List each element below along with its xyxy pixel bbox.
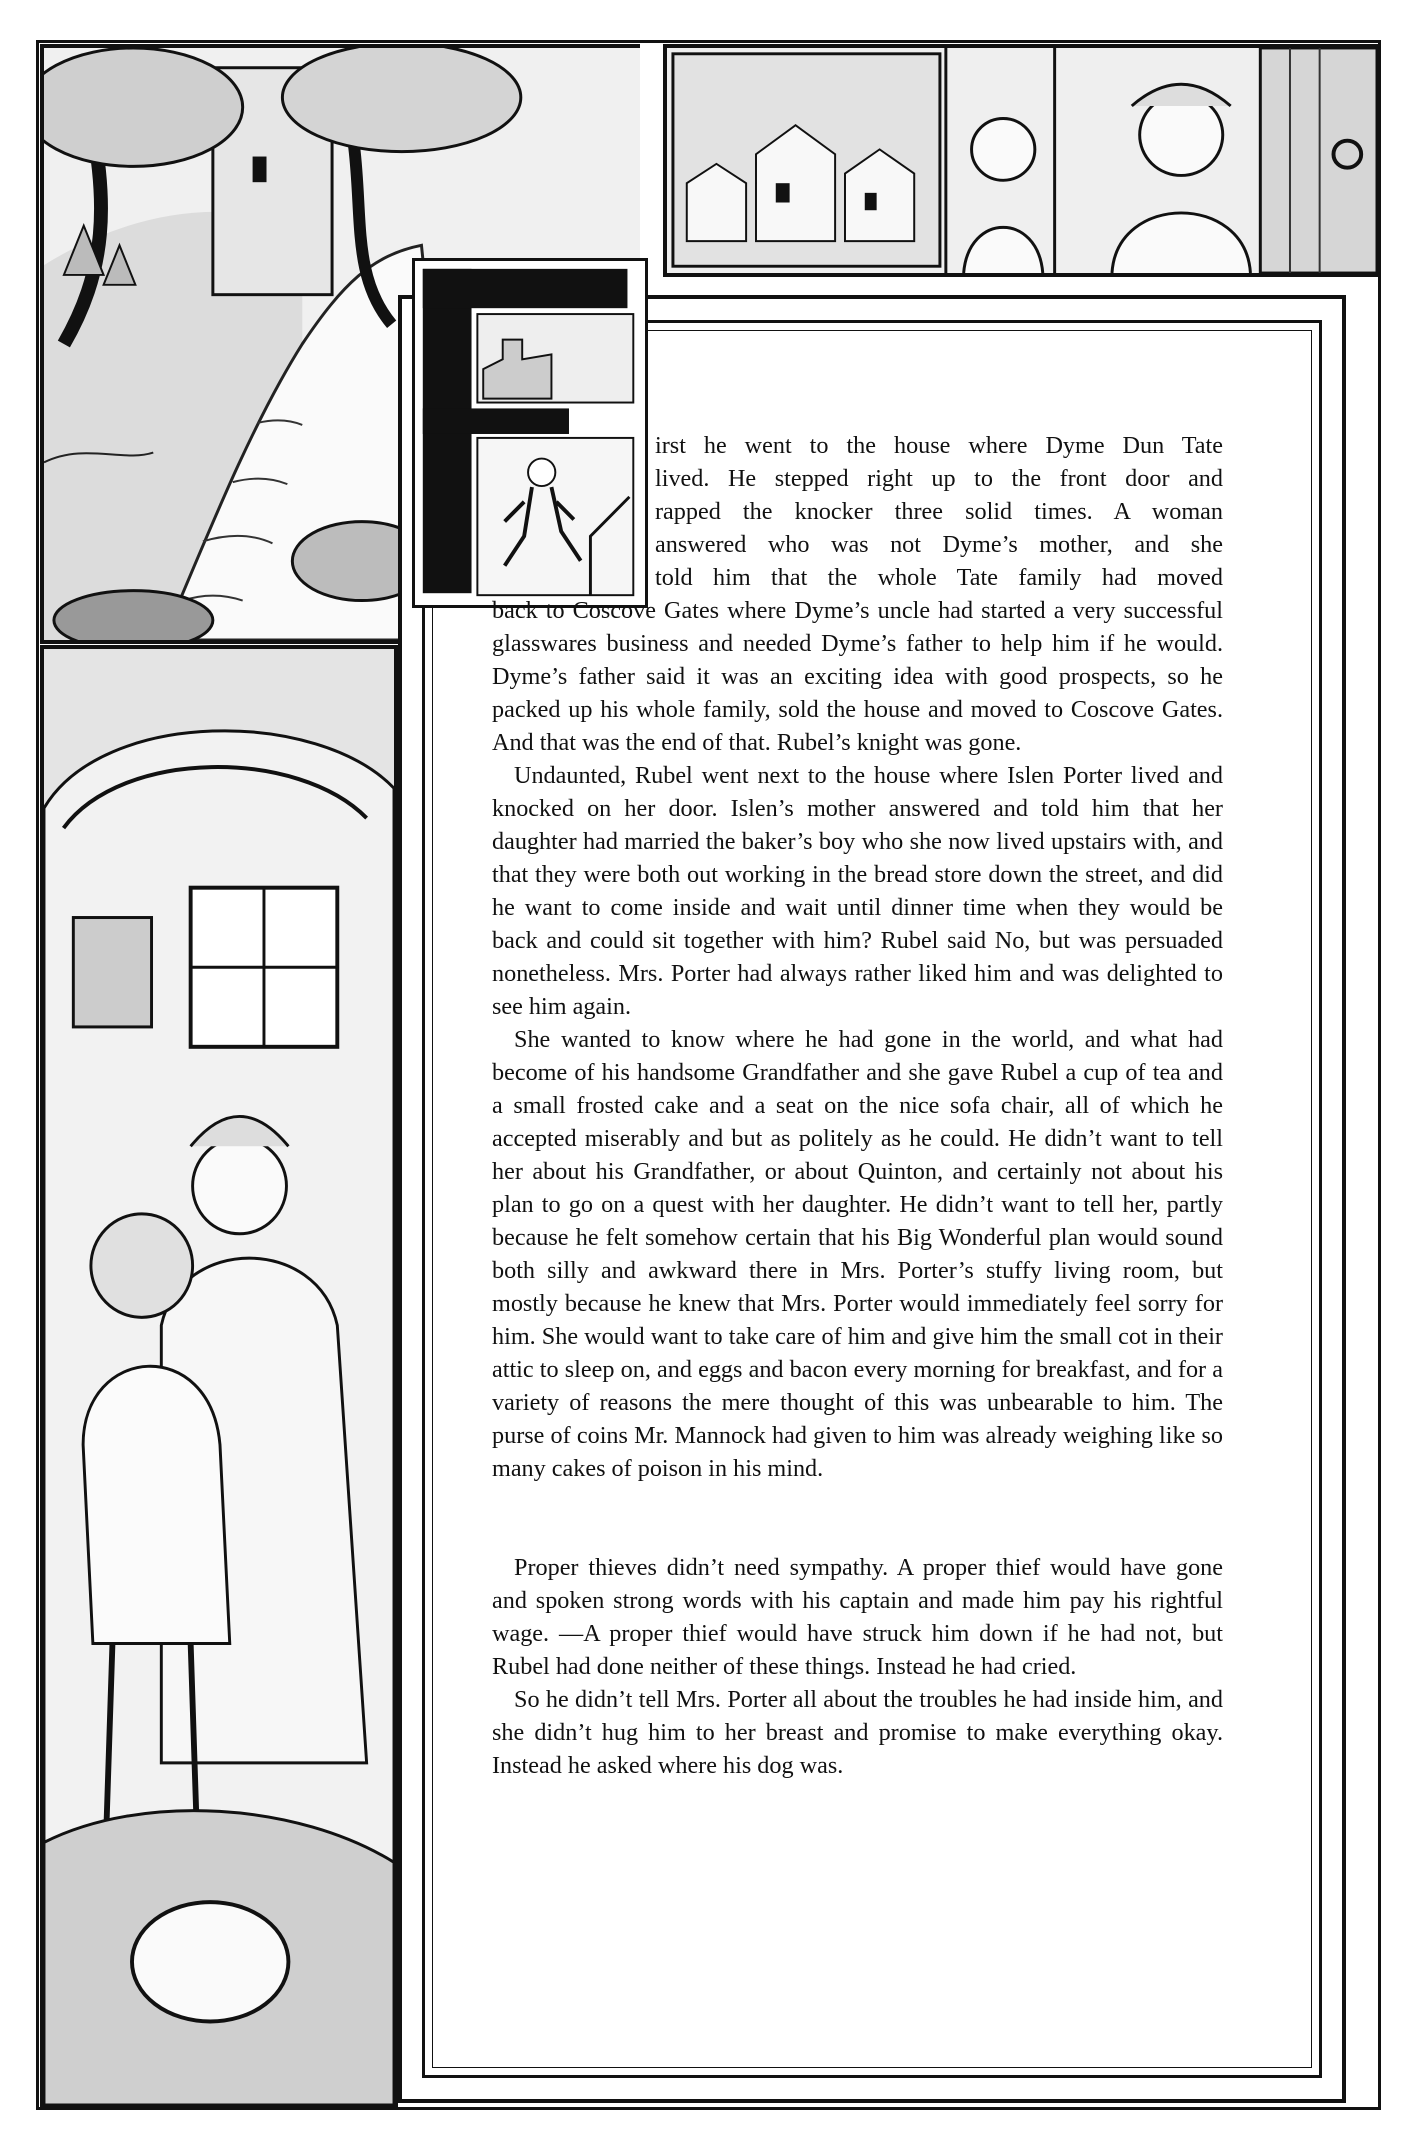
dropcap-f-illustration — [412, 258, 648, 608]
paragraph-5: So he didn’t tell Mrs. Porter all about the troubles he had inside him, and she didn’t hug him to her breast and promise to make everything okay. Instead he asked where his dog was. — [492, 1686, 1223, 1779]
story-line-4: answered who was not Dyme’s mother, and she — [655, 531, 1223, 558]
story-body — [492, 594, 1223, 1782]
doorway-illustration — [40, 645, 398, 2109]
story-line-1: irst he went to the house where Dyme Dun Tate — [655, 432, 1223, 459]
door-knock-illustration — [663, 44, 1381, 277]
story-line-2: lived. He stepped right up to the front door and — [655, 465, 1223, 492]
paragraph-2: Undaunted, Rubel went next to the house where Islen Porter lived and knocked on her door. Islen’s mother answered and told him that her daughter had married the baker’s boy who she now lived upstairs with, and that they were both out working in the bread store down the street, and did he want to come inside and wait until dinner time when they would be back and could sit together with him? Rubel said No, but was persuaded nonetheless. Mrs. Porter had always rather liked him and was delighted to see him again. — [492, 762, 1223, 1020]
story-opening-lines — [655, 429, 1223, 594]
paragraph-4: Proper thieves didn’t need sympathy. A proper thief would have gone and spoken strong words with his captain and made him pay his rightful wage. —A proper thief would have struck him down if he had not, but Rubel had done neither of these things. Instead he had cried. — [492, 1554, 1223, 1680]
story-line-3: rapped the knocker three solid times. A woman — [655, 498, 1223, 525]
paragraph-3: She wanted to know where he had gone in the world, and what had become of his handsome Grandfather and she gave Rubel a cup of tea and a small frosted cake and a seat on the nice sofa chair, all of which he accepted miserably and but as politely as he could. He didn’t want to tell her about his Grandfather, or about Quinton, and certainly not about his plan to go on a quest with her daughter. He didn’t want to tell her, partly because he felt somehow certain that his Big Wonderful plan would sound both silly and awkward there in Mrs. Porter’s stuffy living room, but mostly because he knew that Mrs. Porter would immediately feel sorry for him. She would want to take care of him and give him the small cot in their attic to sleep on, and eggs and bacon every morning for breakfast, and for a variety of reasons the mere thought of this was unbearable to him. The purse of coins Mr. Mannock had given to him was already weighing like so many cakes of poison in his mind. — [492, 1026, 1223, 1482]
story-line-5: told him that the whole Tate family had moved — [655, 564, 1223, 591]
paragraph-1-rest: back to Coscove Gates where Dyme’s uncle had started a very successful glasswares business and needed Dyme’s father to help him if he would. Dyme’s father said it was an exciting idea with good prospects, so he packed up his whole family, sold the house and moved to Coscove Gates. And that was the end of that. Rubel’s knight was gone. — [492, 597, 1223, 756]
